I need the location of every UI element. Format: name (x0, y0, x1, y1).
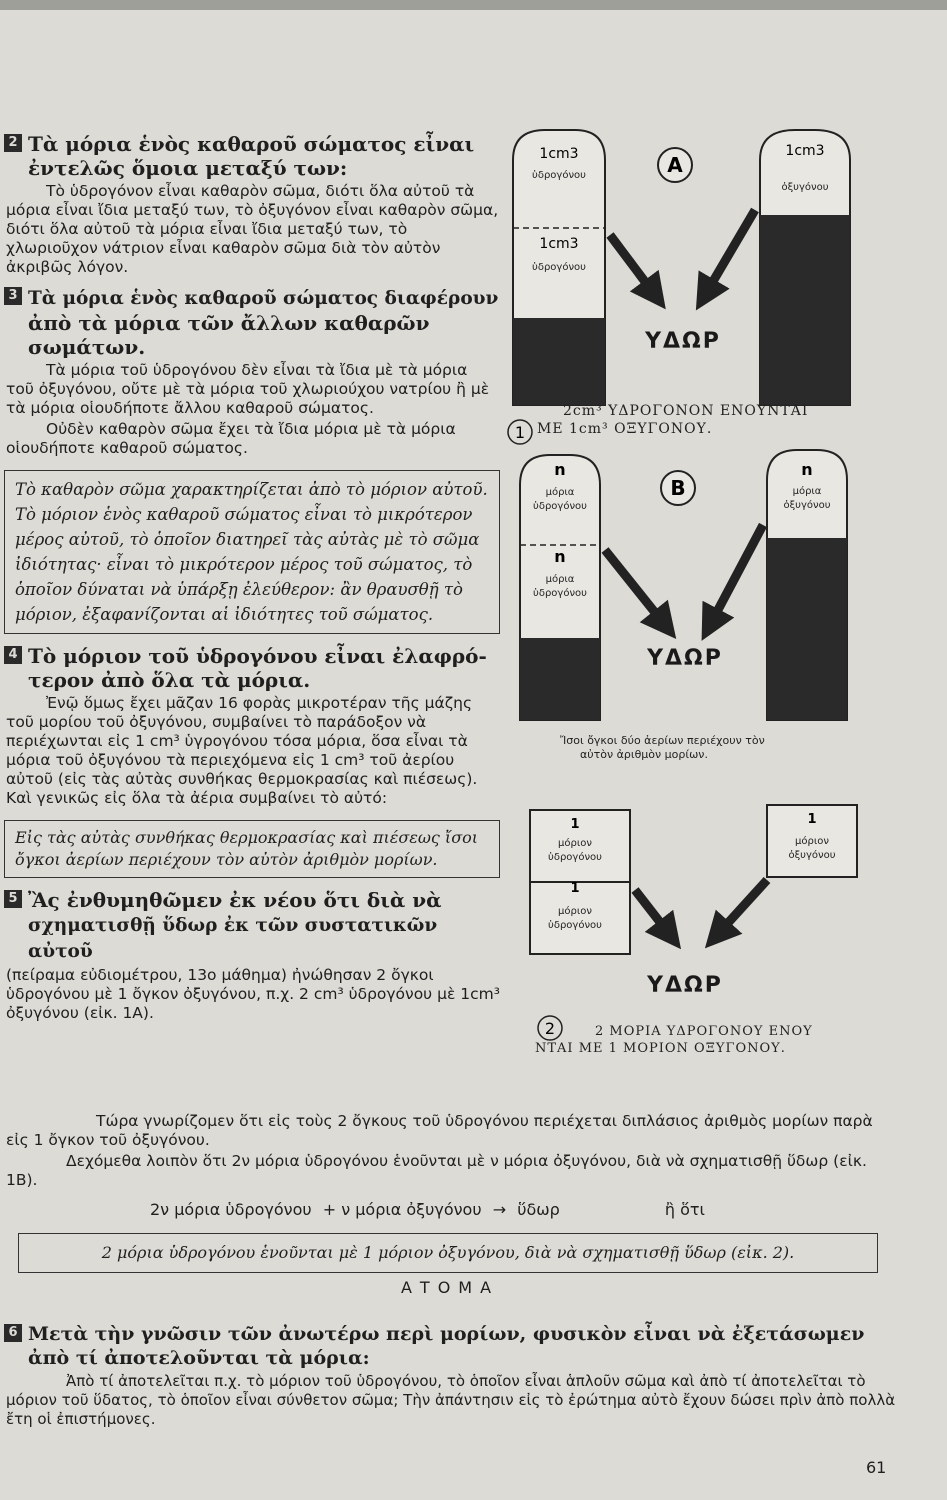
section-5-para-2: Τώρα γνωρίζομεν ὅτι εἰς τοὺς 2 ὄγκους τοῦ ὑδρογόνου περιέχεται διπλάσιος ἀριθμὸς μορίων παρὰ εἰς 1 ὄγκον τοῦ ὀξυγόνου. (6, 1112, 873, 1149)
section-3-body-2: Οὐδὲν καθαρὸν σῶμα ἔχει τὰ ἴδια μόρια μὲ τὰ μόρια οἱουδήποτε καθαροῦ σώματος. (6, 420, 456, 457)
caption-1-line-1: 2cm³ ΥΔΡΟΓΟΝΟΝ ΕΝΟΥΝΤΑΙ (563, 403, 809, 419)
mol-c-2: ὀξυγόνου (788, 850, 836, 861)
one-a: 1 (570, 817, 580, 832)
tube-oxygen-water (760, 215, 850, 405)
tube-water-level (513, 318, 605, 405)
section-5-para-3: Δεχόμεθα λοιπὸν ὅτι 2ν μόρια ὑδρογόνου ἑνοῦνται μὲ ν μόρια ὀξυγόνου, διὰ νὰ σχηματισθῇ ὕδωρ (εἰκ. 1Β). (6, 1152, 867, 1189)
caption-b-line-1: Ἴσοι ὄγκοι δύο ἀερίων περιέχουν τὸν (560, 734, 765, 747)
gas-label-mid: ὑδρογόνου (532, 262, 586, 273)
lbl-top-2: ὑδρογόνου (533, 501, 587, 512)
section-6 (0, 1322, 900, 1429)
caption-1-line-2: ΜΕ 1cm³ ΟΞΥΓΟΝΟΥ. (537, 421, 713, 437)
section-5-body: (πείραμα εὐδιομέτρου, 13ο μάθημα) ἠνώθησαν 2 ὄγκοι ὑδρογόνου μὲ 1 ὄγκον ὀξυγόνου, π.χ. 2 cm³ ὑδρογόνου μὲ 1cm³ ὀξυγόνου (εἰκ. 1Α). (6, 966, 500, 1022)
water-label-a: ΥΔΩΡ (645, 329, 721, 354)
section-3-title-2: ἀπὸ τὰ μόρια τῶν ἄλλων καθαρῶν σωμάτων. (28, 311, 430, 359)
equation-line (150, 1200, 850, 1219)
arrow-right-b (710, 525, 763, 625)
vol-label-top: 1cm3 (539, 146, 579, 162)
caption-2-number: 2 (544, 1019, 556, 1038)
section-2-body: Τὸ ὑδρογόνον εἶναι καθαρὸν σῶμα, διότι ὅλα αὐτοῦ τὰ μόρια εἶναι ἴδια μεταξύ των, τὸ ὀξυγόνον εἶναι καθαρὸν σῶμα, διότι ὅλα αὐτοῦ τὰ μόρια εἶναι ἴδια μεταξύ των, τὸ χλωριοῦχον νάτριον εἶναι καθαρὸν σῶμα διὰ τὸν αὐτὸν ἀκριβῶς λόγον. (6, 182, 499, 276)
eq-plus: + ν μόρια ὀξυγόνου (322, 1200, 482, 1219)
tube-water-level-b (520, 638, 600, 720)
one-b: 1 (570, 881, 580, 896)
one-c: 1 (807, 812, 817, 827)
section-4-number: 4 (4, 646, 22, 664)
vol-label-mid: 1cm3 (539, 236, 579, 252)
section-2-number: 2 (4, 134, 22, 152)
section-4-title-2: τερον ἀπὸ ὅλα τὰ μόρια. (28, 668, 311, 692)
lbl-mid-1: μόρια (545, 574, 575, 585)
arrow-left-c (635, 890, 670, 935)
section-3-number: 3 (4, 287, 22, 305)
section-5-title-2: σχηματισθῇ ὕδωρ ἐκ τῶν συστατικῶν αὐτοῦ (28, 915, 438, 962)
mol-b-1: μόριον (558, 906, 592, 917)
lbl-right-1: μόρια (792, 486, 822, 497)
section-2-title-1: Τὰ μόρια ἑνὸς καθαροῦ σώματος εἶναι (28, 132, 475, 156)
section-3-title-1: Τὰ μόρια ἑνὸς καθαροῦ σώματος διαφέρουν (28, 288, 499, 309)
section-5-heading (0, 888, 500, 964)
arrow-left-b (605, 550, 665, 625)
lbl-mid-2: ὑδρογόνου (533, 588, 587, 599)
arrow-left-a (610, 235, 655, 295)
figure-water-formation (505, 120, 947, 1080)
tube-oxygen-water-b (767, 538, 847, 720)
figure-2 (530, 805, 857, 1056)
vol-label-right: 1cm3 (785, 143, 825, 159)
arrow-right-a (705, 210, 755, 295)
label-b: B (670, 476, 686, 500)
page-top-edge (0, 0, 947, 10)
eq-left: 2ν μόρια ὑδρογόνου (150, 1200, 312, 1219)
lbl-top-1: μόρια (545, 487, 575, 498)
n-right: n (801, 460, 813, 479)
section-6-title-2: ἀπὸ τί ἀποτελοῦνται τὰ μόρια: (28, 1347, 370, 1369)
section-4-law-box: Εἰς τὰς αὐτὰς συνθήκας θερμοκρασίας καὶ πιέσεως ἴσοι ὄγκοι ἀερίων περιέχουν τὸν αὐτὸν ἀριθμὸν μορίων. (4, 820, 500, 878)
atoms-heading: ΑΤΟΜΑ (400, 1278, 500, 1297)
section-6-heading (0, 1322, 900, 1370)
section-5-title-1: Ἂς ἐνθυμηθῶμεν ἐκ νέου ὅτι διὰ νὰ (28, 888, 442, 912)
caption-1-number: 1 (514, 423, 526, 442)
mol-c-1: μόριον (795, 836, 829, 847)
section-3-definition-box: Τὸ καθαρὸν σῶμα χαρακτηρίζεται ἀπὸ τὸ μόριον αὐτοῦ. Τὸ μόριον ἑνὸς καθαροῦ σώματος εἶναι τὸ μικρότερον μέρος αὐτοῦ, τὸ ὁποῖον διατηρεῖ τὰς αὐτὰς μὲ τὸ σῶμα ἰδιότητας· εἶναι τὸ μικρότερον μέρος τοῦ σώματος, τὸ ὁποῖον δύναται νὰ ὑπάρξῃ ἐλεύθερον: ἂν θραυσθῇ τὸ μόριον, ἐξαφανίζονται αἱ ἰδιότητες τοῦ σώματος. (4, 470, 500, 634)
section-2-title-2: ἐντελῶς ὅμοια μεταξύ των: (28, 156, 348, 180)
caption-2-line-1: 2 ΜΟΡΙΑ ΥΔΡΟΓΟΝΟΥ ΕΝΟΥ (595, 1024, 813, 1039)
caption-b-line-2: αὐτὸν ἀριθμὸν μορίων. (580, 748, 708, 761)
caption-2-line-2: ΝΤΑΙ ΜΕ 1 ΜΟΡΙΟΝ ΟΞΥΓΟΝΟΥ. (535, 1041, 786, 1056)
section-2-heading (0, 132, 500, 180)
section-5-number: 5 (4, 890, 22, 908)
mol-a-1: μόριον (558, 838, 592, 849)
mol-a-2: ὑδρογόνου (548, 852, 602, 863)
section-6-title-1: Μετὰ τὴν γνῶσιν τῶν ἀνωτέρω περὶ μορίων, φυσικὸν εἶναι νὰ ἐξετάσωμεν (28, 1323, 865, 1345)
section-3-heading (0, 285, 500, 359)
section-3-body-1: Τὰ μόρια τοῦ ὑδρογόνου δὲν εἶναι τὰ ἴδια μὲ τὰ μόρια τοῦ ὀξυγόνου, οὔτε μὲ τὰ μόρια τοῦ χλωριούχου νατρίου ἢ μὲ τὰ μόρια οἱουδήποτε ἄλλου καθαροῦ σώματος. (6, 361, 490, 417)
section-4-heading (0, 644, 500, 692)
eq-right: ὕδωρ (517, 1200, 560, 1219)
gas-label-right: ὀξυγόνου (781, 182, 829, 193)
eq-or: ἢ ὅτι (664, 1200, 705, 1219)
lbl-right-2: ὀξυγόνου (783, 500, 831, 511)
water-label-b: ΥΔΩΡ (647, 646, 723, 671)
label-a: A (667, 153, 683, 177)
figure-1b (520, 450, 847, 761)
section-4-title-1: Τὸ μόριον τοῦ ὑδρογόνου εἶναι ἐλαφρό- (28, 644, 487, 668)
eq-arrow: → (492, 1200, 507, 1219)
left-column (0, 132, 500, 1023)
molecule-box-h2 (530, 882, 630, 954)
water-label-c: ΥΔΩΡ (647, 973, 723, 998)
final-statement-box: 2 μόρια ὑδρογόνου ἑνοῦνται μὲ 1 μόριον ὀξυγόνου, διὰ νὰ σχηματισθῇ ὕδωρ (εἰκ. 2). (18, 1233, 878, 1273)
gas-label-top: ὑδρογόνου (532, 170, 586, 181)
mol-b-2: ὑδρογόνου (548, 920, 602, 931)
figure-1a (508, 130, 850, 444)
n-mid: n (554, 547, 566, 566)
page-number: 61 (866, 1458, 887, 1477)
section-6-number: 6 (4, 1324, 22, 1342)
section-6-body: Ἀπὸ τί ἀποτελεῖται π.χ. τὸ μόριον τοῦ ὑδρογόνου, τὸ ὁποῖον εἶναι ἁπλοῦν σῶμα καὶ ἀπὸ τί ἀποτελεῖται τὸ μόριον τοῦ ὕδατος, τὸ ὁποῖον εἶναι σύνθετον σῶμα; Τὴν ἀπάντησιν εἰς τὸ ἐρώτημα αὐτὸ ἔχουν δώσει πρὶν ἀπὸ πολλὰ ἔτη οἱ ἐπιστήμονες. (6, 1372, 896, 1428)
arrow-right-c (717, 880, 767, 935)
n-top: n (554, 460, 566, 479)
section-4-body: Ἐνῷ ὅμως ἔχει μᾶζαν 16 φορὰς μικροτέραν τῆς μάζης τοῦ μορίου τοῦ ὀξυγόνου, συμβαίνει τὸ παράδοξον νὰ περιέχωνται εἰς 1 cm³ ὑγρογόνου τόσα μόρια, ὅσα εἶναι τὰ μόρια τοῦ ὀξυγόνου τὰ περιεχόμενα εἰς 1 cm³ τοῦ ἀερίου αὐτοῦ (εἰς τὰς αὐτὰς συνθήκας θερμοκρασίας καὶ πιέσεως). Καὶ γενικῶς εἰς ὅλα τὰ ἀέρια συμβαίνει τὸ αὐτό: (6, 694, 478, 807)
